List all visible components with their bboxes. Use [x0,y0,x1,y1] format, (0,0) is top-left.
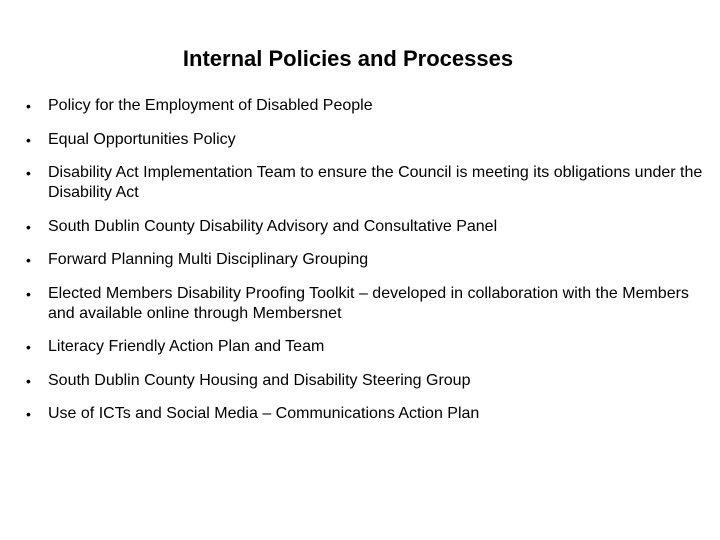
list-item [26,284,706,324]
bullet-text: Equal Opportunities Policy [48,130,236,148]
bullet-text: Use of ICTs and Social Media – Communications Action Plan [48,405,480,422]
list-item [26,371,706,391]
slide-title: Internal Policies and Processes [182,46,514,71]
bullet-icon: • [26,406,31,422]
bullet-text: South Dublin County Housing and Disability Steering Group [48,371,471,389]
bullet-icon: • [26,98,31,114]
bullet-icon: • [26,165,31,181]
bullet-icon: • [26,131,31,148]
list-item [26,217,706,237]
bullet-icon: • [26,285,31,302]
bullet-text: Policy for the Employment of Disabled People [48,97,373,114]
list-item [26,337,706,357]
bullet-icon: • [26,218,31,235]
bullet-text: Literacy Friendly Action Plan and Team [48,338,325,355]
bullet-text: Disability Act Implementation Team to ensure the Council is meeting its obligations under the Disability Act [48,164,703,201]
bullet-text: Forward Planning Multi Disciplinary Grouping [48,251,369,268]
bullet-text: South Dublin County Disability Advisory and Consultative Panel [48,217,498,235]
list-item [26,96,706,116]
bullet-icon: • [26,372,31,389]
bullet-text: Elected Members Disability Proofing Toolkit – developed in collaboration with the Members and available online through Membersnet [48,284,689,322]
bullet-icon: • [26,339,31,355]
list-item [26,250,706,270]
bullet-list [26,96,706,438]
list-item [26,163,706,203]
list-item [26,404,706,424]
bullet-icon: • [26,252,31,268]
list-item [26,130,706,150]
